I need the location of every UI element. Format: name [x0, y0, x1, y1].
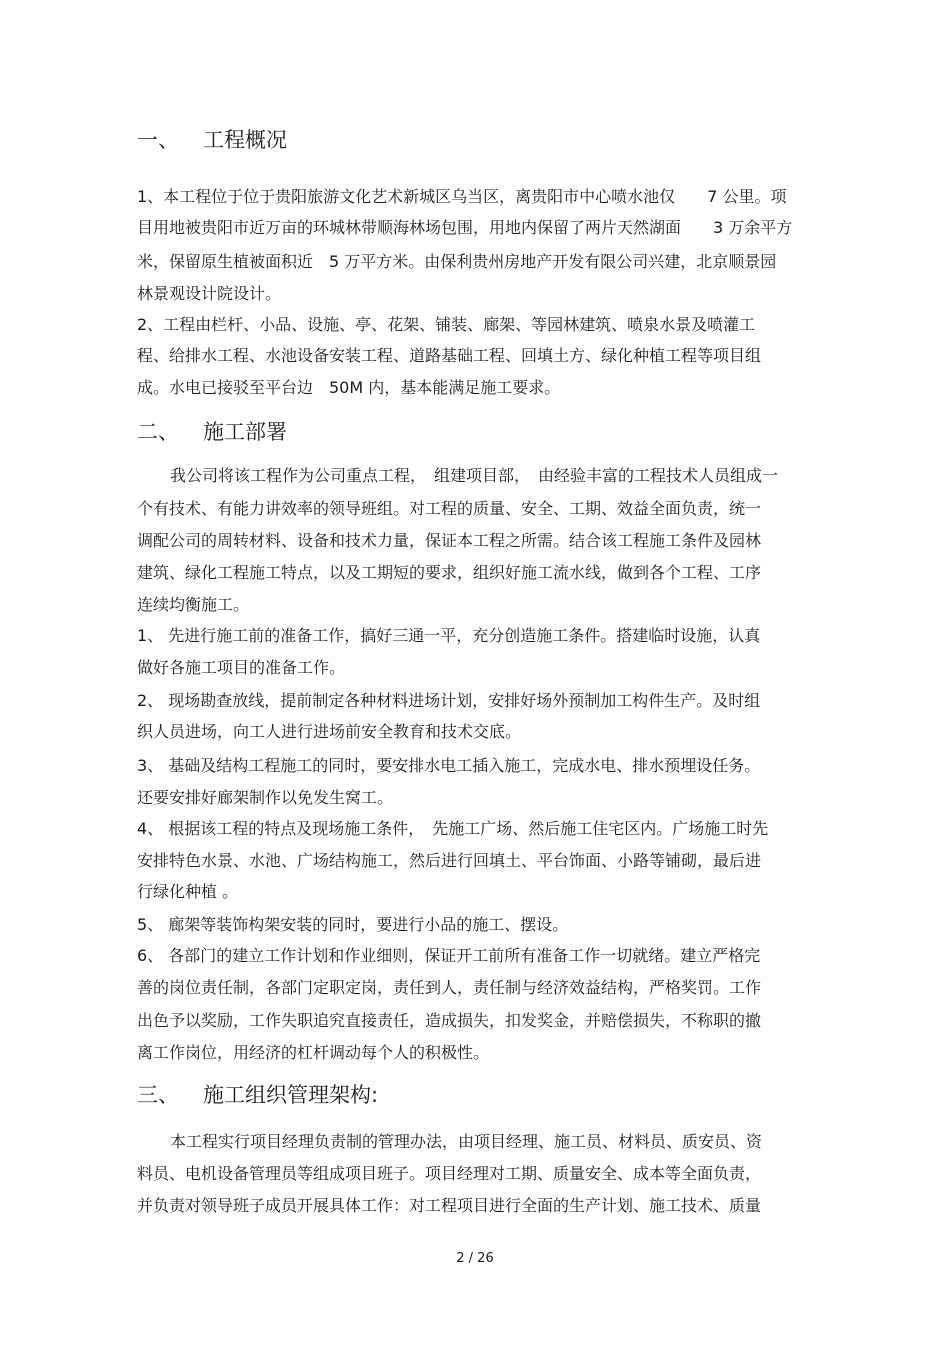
text-line: 行绿化种植 。	[137, 882, 239, 901]
text-line: 调配公司的周转材料、设备和技术力量，保证本工程之所需。结合该工程施工条件及园林	[137, 531, 762, 550]
section-heading-1	[137, 126, 287, 154]
text-line: 2、 现场勘查放线，提前制定各种材料进场计划，安排好场外预制加工构件生产。及时组	[137, 691, 761, 710]
text-line: 建筑、绿化工程施工特点，以及工期短的要求，组织好施工流水线，做到各个工程、工序	[137, 563, 762, 582]
section-number: 三、	[137, 1083, 179, 1107]
page-number: 2 / 26	[456, 1251, 494, 1266]
text-line: 个有技术、有能力讲效率的领导班组。对工程的质量、安全、工期、效益全面负责，统一	[137, 499, 762, 518]
text-line: 本工程实行项目经理负责制的管理办法，由项目经理、施工员、材料员、质安员、资	[170, 1132, 763, 1151]
text-line: 料员、电机设备管理员等组成项目班子。项目经理对工期、质量安全、成本等全面负责，	[137, 1164, 762, 1183]
text-line: 成。水电已接驳至平台边 50M 内，基本能满足施工要求。	[137, 378, 561, 397]
text-line: 还要安排好廊架制作以免发生窝工。	[137, 788, 394, 807]
text-line: 2、工程由栏杆、小品、设施、亭、花架、铺装、廊架、等园林建筑、喷泉水景及喷灌工	[137, 315, 756, 334]
text-line: 6、 各部门的建立工作计划和作业细则，保证开工前所有准备工作一切就绪。建立严格完	[137, 946, 761, 965]
text-line: 善的岗位责任制，各部门定职定岗，责任到人，责任制与经济效益结构，严格奖罚。工作	[137, 978, 762, 997]
text-line: 并负责对领导班子成员开展具体工作：对工程项目进行全面的生产计划、施工技术、质量	[137, 1196, 762, 1215]
text-line: 4、 根据该工程的特点及现场施工条件， 先施工广场、然后施工住宅区内。广场施工时先	[137, 819, 769, 838]
text-line: 3、 基础及结构工程施工的同时，要安排水电工插入施工，完成水电、排水预埋设任务。	[137, 756, 761, 775]
text-line: 5、 廊架等装饰构架安装的同时，要进行小品的施工、摆设。	[137, 915, 569, 934]
text-line: 米，保留原生植被面积近 5 万平方米。由保利贵州房地产开发有限公司兴建，北京顺景园	[137, 252, 777, 271]
section-number: 一、	[137, 128, 179, 152]
section-heading-2	[137, 418, 287, 446]
section-title: 工程概况	[203, 128, 287, 152]
text-line: 目用地被贵阳市近万亩的环城林带顺海林场包围，用地内保留了两片天然湖面 3 万余平方	[137, 218, 793, 237]
section-title: 施工部署	[203, 420, 287, 444]
text-line: 1、本工程位于位于贵阳旅游文化艺术新城区乌当区，离贵阳市中心喷水池仅 7 公里。项	[137, 187, 787, 206]
text-line: 程、给排水工程、水池设备安装工程、道路基础工程、回填土方、绿化种植工程等项目组	[137, 346, 762, 365]
text-line: 出色予以奖励，工作失职追究直接责任，造成损失，扣发奖金，并赔偿损失，不称职的撤	[137, 1011, 762, 1030]
text-line: 林景观设计院设计。	[137, 284, 282, 303]
section-title: 施工组织管理架构:	[203, 1083, 379, 1107]
text-line: 连续均衡施工。	[137, 595, 250, 614]
text-line: 织人员进场，向工人进行进场前安全教育和技术交底。	[137, 722, 522, 741]
text-line: 1、 先进行施工前的准备工作，搞好三通一平，充分创造施工条件。搭建临时设施，认真	[137, 626, 761, 645]
text-line: 做好各施工项目的准备工作。	[137, 658, 346, 677]
section-heading-3	[137, 1081, 378, 1109]
text-line: 离工作岗位，用经济的杠杆调动每个人的积极性。	[137, 1043, 490, 1062]
text-line: 安排特色水景、水池、广场结构施工，然后进行回填土、平台饰面、小路等铺砌，最后进	[137, 851, 762, 870]
section-number: 二、	[137, 420, 179, 444]
text-line: 我公司将该工程作为公司重点工程， 组建项目部， 由经验丰富的工程技术人员组成一	[170, 466, 779, 485]
